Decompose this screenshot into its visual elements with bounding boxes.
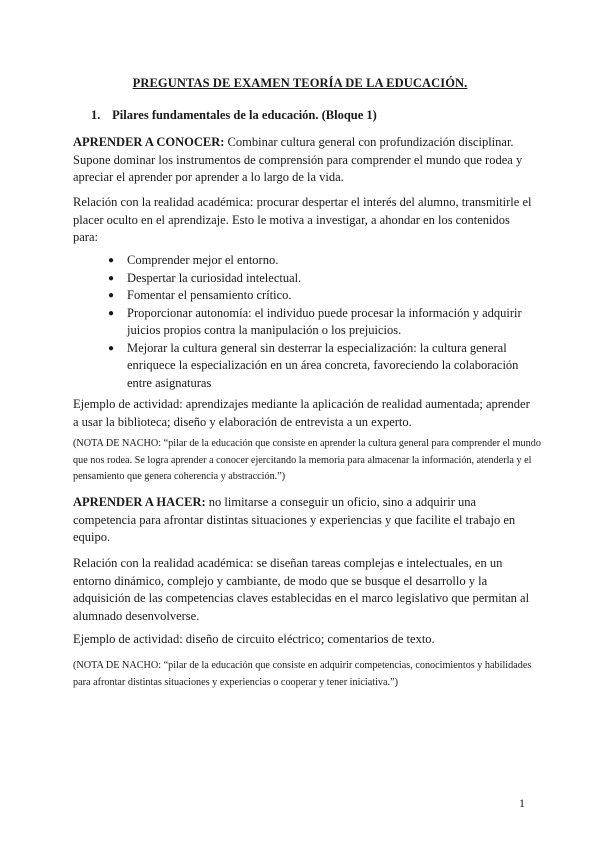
bullet-icon: ● xyxy=(108,290,115,301)
paragraph-aprender-a-conocer xyxy=(73,134,533,187)
note-nacho-2: (NOTA DE NACHO: “pilar de la educación que consiste en adquirir competencias, conocimientos y habilidades para afrontar distintas situaciones y experiencias o cooperar y tener iniciativa.”) xyxy=(73,660,532,688)
bullet-icon: ● xyxy=(108,307,115,319)
bullet-list xyxy=(108,252,528,392)
paragraph-ejemplo-2: Ejemplo de actividad: diseño de circuito eléctrico; comentarios de texto. xyxy=(73,632,435,646)
paragraph-aprender-a-hacer xyxy=(73,494,533,547)
note-nacho-1: (NOTA DE NACHO: “pilar de la educación que consiste en aprender la cultura general para comprender el mundo que nos rodea. Se logra aprender a conocer ejercitando la memoria para almacenar la información, atenderla y el pensamiento que genera coherencia y abstracción.”) xyxy=(73,438,541,482)
paragraph-text: Combinar cultura general con profundización disciplinar. Supone dominar los instrumentos de comprensión para comprender el mundo que rodea y apreciar el aprender por aprender a lo largo de la vida. xyxy=(73,135,523,184)
section-label: Pilares fundamentales de la educación. (Bloque 1) xyxy=(112,108,377,122)
term-aprender-a-conocer: APRENDER A CONOCER: xyxy=(73,135,225,149)
paragraph-ejemplo-1: Ejemplo de actividad: aprendizajes mediante la aplicación de realidad aumentada; aprender a usar la biblioteca; diseño y elaboración de entrevista a un experto. xyxy=(73,397,530,429)
list-item: ● Mejorar la cultura general sin desterrar la especialización: la cultura general enriquece la especialización en un área concreta, favoreciendo la colaboración entre asignaturas xyxy=(108,340,519,390)
section-heading xyxy=(91,108,377,123)
list-item: ● Proporcionar autonomía: el individuo puede procesar la información y adquirir juicios propios contra la manipulación o los prejuicios. xyxy=(108,305,522,337)
page-number: 1 xyxy=(519,796,525,810)
bullet-icon: ● xyxy=(108,255,115,266)
bullet-icon: ● xyxy=(108,342,115,354)
paragraph-text: no limitarse a conseguir un oficio, sino a adquirir una competencia para afrontar distintas situaciones y experiencias y que facilite el trabajo en equipo. xyxy=(73,495,516,544)
paragraph-relacion-1: Relación con la realidad académica: procurar despertar el interés del alumno, transmitirle el placer oculto en el aprendizaje. Esto le motiva a investigar, a ahondar en los contenidos para: xyxy=(73,195,532,244)
paragraph-relacion-2: Relación con la realidad académica: se diseñan tareas complejas e intelectuales, en un entorno dinámico, complejo y cambiante, de modo que se busque el desarrollo y la adquisición de las competencias claves establecidas en el marco legislativo que permitan al alumnado desenvolverse. xyxy=(73,556,530,623)
term-aprender-a-hacer: APRENDER A HACER: xyxy=(73,495,206,509)
list-item: ● Despertar la curiosidad intelectual. xyxy=(108,270,528,288)
section-number: 1. xyxy=(91,108,101,122)
list-item: ● Fomentar el pensamiento crítico. xyxy=(108,287,528,305)
bullet-icon: ● xyxy=(108,272,115,284)
page-title: PREGUNTAS DE EXAMEN TEORÍA DE LA EDUCACIÓN. xyxy=(132,76,468,90)
list-item: ● Comprender mejor el entorno. xyxy=(108,252,528,270)
